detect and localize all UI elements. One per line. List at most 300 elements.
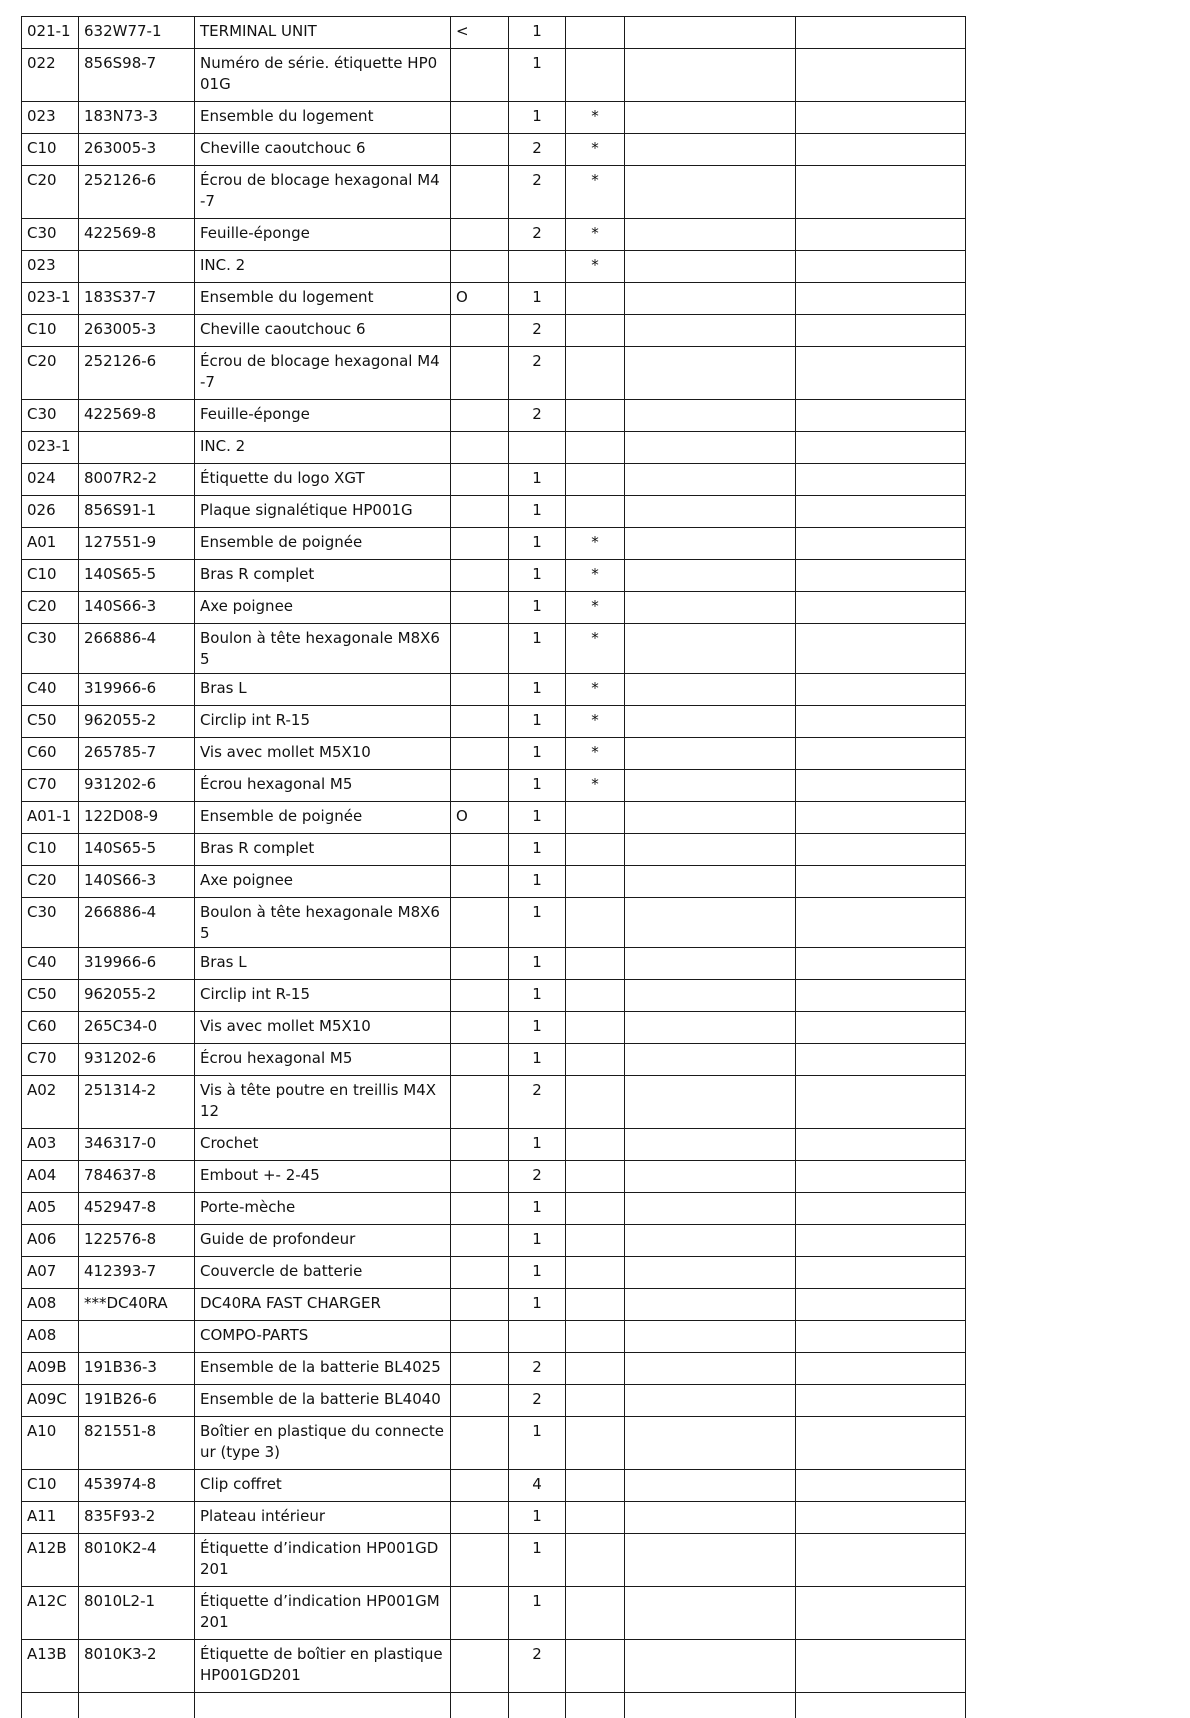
quantity-cell: 2 <box>509 1076 566 1129</box>
description-cell: Cheville caoutchouc 6 <box>195 315 451 347</box>
table-row <box>22 980 966 1012</box>
part-number-cell: 251314-2 <box>79 1076 195 1129</box>
table-row <box>22 1321 966 1353</box>
description-cell: DC40RA FAST CHARGER <box>195 1289 451 1321</box>
asterisk-flag-cell: * <box>566 251 625 283</box>
note-cell <box>625 1076 796 1129</box>
blank-cell <box>796 464 966 496</box>
item-number-cell: A09B <box>22 1353 79 1385</box>
table-row <box>22 1502 966 1534</box>
quantity-cell: 1 <box>509 802 566 834</box>
asterisk-flag-cell <box>566 1161 625 1193</box>
item-number-cell: A11 <box>22 1502 79 1534</box>
quantity-cell: 1 <box>509 283 566 315</box>
asterisk-flag-cell <box>566 1534 625 1587</box>
asterisk-flag-cell <box>566 898 625 948</box>
table-row <box>22 251 966 283</box>
item-number-cell: A10 <box>22 1417 79 1470</box>
item-number-cell: 023-1 <box>22 283 79 315</box>
marker-cell <box>451 347 509 400</box>
note-cell <box>625 464 796 496</box>
quantity-cell: 2 <box>509 400 566 432</box>
asterisk-flag-cell: * <box>566 624 625 674</box>
table-row <box>22 432 966 464</box>
description-cell: Axe poignee <box>195 592 451 624</box>
part-number-cell: 265785-7 <box>79 738 195 770</box>
blank-cell <box>796 1385 966 1417</box>
asterisk-flag-cell <box>566 1012 625 1044</box>
description-cell: Ensemble de la batterie BL4040 <box>195 1385 451 1417</box>
asterisk-flag-cell <box>566 1321 625 1353</box>
table-row <box>22 1257 966 1289</box>
table-row <box>22 1129 966 1161</box>
description-cell: Feuille-éponge <box>195 400 451 432</box>
blank-cell <box>796 738 966 770</box>
note-cell <box>625 738 796 770</box>
part-number-cell: 8010K3-2 <box>79 1640 195 1693</box>
description-cell: Ensemble de poignée <box>195 802 451 834</box>
description-cell: Ensemble de poignée <box>195 528 451 560</box>
table-row <box>22 134 966 166</box>
item-number-cell: A01-1 <box>22 802 79 834</box>
asterisk-flag-cell: * <box>566 102 625 134</box>
blank-cell <box>796 1417 966 1470</box>
item-number-cell: C30 <box>22 624 79 674</box>
marker-cell <box>451 1161 509 1193</box>
marker-cell <box>451 1385 509 1417</box>
marker-cell <box>451 251 509 283</box>
marker-cell <box>451 674 509 706</box>
part-number-cell: 263005-3 <box>79 134 195 166</box>
part-number-cell: 140S65-5 <box>79 560 195 592</box>
quantity-cell: 2 <box>509 134 566 166</box>
part-number-cell: 266886-4 <box>79 624 195 674</box>
note-cell <box>625 1353 796 1385</box>
description-cell: Numéro de série. étiquette HP00​1G <box>195 49 451 102</box>
description-cell: Porte-mèche <box>195 1193 451 1225</box>
table-row <box>22 49 966 102</box>
item-number-cell: A07 <box>22 1257 79 1289</box>
asterisk-flag-cell <box>566 1640 625 1693</box>
description-cell: Écrou de blocage hexagonal M4-​7 <box>195 166 451 219</box>
marker-cell <box>451 980 509 1012</box>
item-number-cell: C10 <box>22 315 79 347</box>
item-number-cell: 021-1 <box>22 17 79 49</box>
table-row <box>22 283 966 315</box>
description-cell: Bras L <box>195 948 451 980</box>
part-number-cell: 252126-6 <box>79 166 195 219</box>
asterisk-flag-cell <box>566 866 625 898</box>
table-row <box>22 834 966 866</box>
description-cell: Bras R complet <box>195 560 451 592</box>
quantity-cell <box>509 251 566 283</box>
blank-cell <box>796 1193 966 1225</box>
item-number-cell: 023 <box>22 102 79 134</box>
part-number-cell: 140S65-5 <box>79 834 195 866</box>
description-cell: Plateau intérieur <box>195 1502 451 1534</box>
asterisk-flag-cell <box>566 1225 625 1257</box>
table-row <box>22 560 966 592</box>
note-cell <box>625 432 796 464</box>
note-cell <box>625 624 796 674</box>
description-cell: Bras L <box>195 674 451 706</box>
quantity-cell: 2 <box>509 347 566 400</box>
blank-cell <box>796 1225 966 1257</box>
marker-cell <box>451 464 509 496</box>
quantity-cell: 1 <box>509 674 566 706</box>
table-row <box>22 464 966 496</box>
part-number-cell: 191B26-6 <box>79 1385 195 1417</box>
marker-cell <box>451 1470 509 1502</box>
part-number-cell: 931202-6 <box>79 770 195 802</box>
item-number-cell: A13B <box>22 1640 79 1693</box>
item-number-cell: C70 <box>22 1044 79 1076</box>
asterisk-flag-cell <box>566 1502 625 1534</box>
asterisk-flag-cell <box>566 948 625 980</box>
blank-cell <box>796 315 966 347</box>
note-cell <box>625 1502 796 1534</box>
quantity-cell: 1 <box>509 1587 566 1640</box>
marker-cell: O <box>451 802 509 834</box>
asterisk-flag-cell <box>566 1129 625 1161</box>
asterisk-flag-cell: * <box>566 770 625 802</box>
description-cell: Clip coffret <box>195 1470 451 1502</box>
marker-cell <box>451 834 509 866</box>
note-cell <box>625 592 796 624</box>
marker-cell <box>451 1502 509 1534</box>
note-cell <box>625 1257 796 1289</box>
quantity-cell: 2 <box>509 1640 566 1693</box>
part-number-cell: 183N73-3 <box>79 102 195 134</box>
table-row <box>22 1161 966 1193</box>
table-row <box>22 347 966 400</box>
note-cell <box>625 1289 796 1321</box>
item-number-cell: C20 <box>22 166 79 219</box>
blank-cell <box>796 834 966 866</box>
note-cell <box>625 1534 796 1587</box>
quantity-cell: 1 <box>509 528 566 560</box>
blank-cell <box>566 1693 625 1718</box>
note-cell <box>625 1225 796 1257</box>
quantity-cell: 2 <box>509 219 566 251</box>
description-cell: Vis à tête poutre en treillis M4X1​2 <box>195 1076 451 1129</box>
note-cell <box>625 674 796 706</box>
asterisk-flag-cell: * <box>566 560 625 592</box>
note-cell <box>625 980 796 1012</box>
part-number-cell: 122576-8 <box>79 1225 195 1257</box>
part-number-cell: 632W77-1 <box>79 17 195 49</box>
description-cell: Ensemble de la batterie BL4025 <box>195 1353 451 1385</box>
blank-cell <box>451 1693 509 1718</box>
description-cell: Circlip int R-15 <box>195 980 451 1012</box>
asterisk-flag-cell: * <box>566 166 625 219</box>
table-row <box>22 528 966 560</box>
quantity-cell: 1 <box>509 770 566 802</box>
part-number-cell: 263005-3 <box>79 315 195 347</box>
quantity-cell: 1 <box>509 1289 566 1321</box>
description-cell: COMPO-PARTS <box>195 1321 451 1353</box>
blank-cell <box>796 624 966 674</box>
blank-cell <box>195 1693 451 1718</box>
asterisk-flag-cell <box>566 1257 625 1289</box>
item-number-cell: A12B <box>22 1534 79 1587</box>
description-cell: Crochet <box>195 1129 451 1161</box>
asterisk-flag-cell <box>566 1470 625 1502</box>
blank-cell <box>796 1640 966 1693</box>
blank-cell <box>796 283 966 315</box>
description-cell: Circlip int R-15 <box>195 706 451 738</box>
item-number-cell: C40 <box>22 948 79 980</box>
marker-cell <box>451 866 509 898</box>
table-row <box>22 1289 966 1321</box>
note-cell <box>625 1417 796 1470</box>
marker-cell <box>451 1257 509 1289</box>
note-cell <box>625 770 796 802</box>
marker-cell <box>451 624 509 674</box>
quantity-cell: 1 <box>509 738 566 770</box>
asterisk-flag-cell <box>566 1587 625 1640</box>
quantity-cell: 1 <box>509 49 566 102</box>
note-cell <box>625 1321 796 1353</box>
part-number-cell: 452947-8 <box>79 1193 195 1225</box>
blank-cell <box>796 528 966 560</box>
part-number-cell: 962055-2 <box>79 980 195 1012</box>
part-number-cell: 412393-7 <box>79 1257 195 1289</box>
blank-cell <box>796 980 966 1012</box>
blank-cell <box>796 17 966 49</box>
quantity-cell: 1 <box>509 102 566 134</box>
asterisk-flag-cell: * <box>566 528 625 560</box>
description-cell: Boulon à tête hexagonale M8X65 <box>195 624 451 674</box>
description-cell: Écrou hexagonal M5 <box>195 1044 451 1076</box>
table-row <box>22 1587 966 1640</box>
note-cell <box>625 49 796 102</box>
table-row <box>22 738 966 770</box>
description-cell: Embout +- 2-45 <box>195 1161 451 1193</box>
blank-cell <box>796 219 966 251</box>
part-number-cell: 140S66-3 <box>79 592 195 624</box>
item-number-cell: C20 <box>22 347 79 400</box>
table-row <box>22 674 966 706</box>
note-cell <box>625 1640 796 1693</box>
part-number-cell <box>79 1321 195 1353</box>
quantity-cell: 1 <box>509 592 566 624</box>
table-row <box>22 1470 966 1502</box>
table-row <box>22 706 966 738</box>
description-cell: Étiquette d’indication HP001GD2​01 <box>195 1534 451 1587</box>
item-number-cell: C30 <box>22 219 79 251</box>
table-row <box>22 17 966 49</box>
item-number-cell: C60 <box>22 738 79 770</box>
note-cell <box>625 834 796 866</box>
note-cell <box>625 1193 796 1225</box>
part-number-cell <box>79 432 195 464</box>
table-row <box>22 948 966 980</box>
blank-cell <box>796 1161 966 1193</box>
blank-cell <box>796 674 966 706</box>
part-number-cell: ***DC40RA <box>79 1289 195 1321</box>
marker-cell <box>451 219 509 251</box>
item-number-cell: A02 <box>22 1076 79 1129</box>
quantity-cell: 1 <box>509 898 566 948</box>
blank-cell <box>796 1321 966 1353</box>
item-number-cell: A04 <box>22 1161 79 1193</box>
blank-cell <box>796 134 966 166</box>
description-cell: INC. 2 <box>195 432 451 464</box>
marker-cell <box>451 592 509 624</box>
part-number-cell <box>79 251 195 283</box>
quantity-cell: 4 <box>509 1470 566 1502</box>
asterisk-flag-cell <box>566 1353 625 1385</box>
table-row <box>22 898 966 948</box>
table-row <box>22 496 966 528</box>
note-cell <box>625 1161 796 1193</box>
marker-cell <box>451 166 509 219</box>
part-number-cell: 8007R2-2 <box>79 464 195 496</box>
marker-cell <box>451 770 509 802</box>
item-number-cell: C30 <box>22 898 79 948</box>
quantity-cell: 1 <box>509 1225 566 1257</box>
asterisk-flag-cell: * <box>566 738 625 770</box>
part-number-cell: 856S98-7 <box>79 49 195 102</box>
asterisk-flag-cell <box>566 980 625 1012</box>
note-cell <box>625 134 796 166</box>
marker-cell <box>451 315 509 347</box>
marker-cell <box>451 49 509 102</box>
marker-cell <box>451 1129 509 1161</box>
asterisk-flag-cell <box>566 432 625 464</box>
note-cell <box>625 706 796 738</box>
note-cell <box>625 1470 796 1502</box>
blank-cell <box>79 1693 195 1718</box>
table-row <box>22 1534 966 1587</box>
description-cell: Vis avec mollet M5X10 <box>195 1012 451 1044</box>
quantity-cell <box>509 432 566 464</box>
marker-cell <box>451 432 509 464</box>
part-number-cell: 821551-8 <box>79 1417 195 1470</box>
item-number-cell: C10 <box>22 134 79 166</box>
item-number-cell: C20 <box>22 866 79 898</box>
marker-cell <box>451 948 509 980</box>
quantity-cell: 1 <box>509 706 566 738</box>
quantity-cell: 2 <box>509 315 566 347</box>
part-number-cell: 191B36-3 <box>79 1353 195 1385</box>
blank-cell <box>796 1353 966 1385</box>
marker-cell <box>451 1640 509 1693</box>
note-cell <box>625 166 796 219</box>
item-number-cell: 023 <box>22 251 79 283</box>
asterisk-flag-cell <box>566 1076 625 1129</box>
asterisk-flag-cell <box>566 347 625 400</box>
blank-cell <box>796 400 966 432</box>
quantity-cell: 1 <box>509 1129 566 1161</box>
part-number-cell: 183S37-7 <box>79 283 195 315</box>
marker-cell <box>451 1353 509 1385</box>
marker-cell <box>451 528 509 560</box>
item-number-cell: C10 <box>22 834 79 866</box>
blank-cell <box>22 1693 79 1718</box>
part-number-cell: 8010L2-1 <box>79 1587 195 1640</box>
blank-cell <box>796 496 966 528</box>
note-cell <box>625 948 796 980</box>
blank-cell <box>796 1044 966 1076</box>
part-number-cell: 252126-6 <box>79 347 195 400</box>
item-number-cell: C30 <box>22 400 79 432</box>
item-number-cell: 024 <box>22 464 79 496</box>
blank-cell <box>796 102 966 134</box>
table-row <box>22 1385 966 1417</box>
blank-cell <box>796 866 966 898</box>
blank-cell <box>796 1129 966 1161</box>
quantity-cell: 1 <box>509 1417 566 1470</box>
part-number-cell: 127551-9 <box>79 528 195 560</box>
part-number-cell: 122D08-9 <box>79 802 195 834</box>
blank-cell <box>796 560 966 592</box>
note-cell <box>625 1044 796 1076</box>
item-number-cell: 022 <box>22 49 79 102</box>
table-row <box>22 770 966 802</box>
item-number-cell: A06 <box>22 1225 79 1257</box>
quantity-cell: 1 <box>509 496 566 528</box>
part-number-cell: 856S91-1 <box>79 496 195 528</box>
item-number-cell: C50 <box>22 706 79 738</box>
marker-cell <box>451 1587 509 1640</box>
description-cell: Couvercle de batterie <box>195 1257 451 1289</box>
asterisk-flag-cell <box>566 1044 625 1076</box>
blank-cell <box>796 1587 966 1640</box>
blank-cell <box>796 166 966 219</box>
description-cell: Axe poignee <box>195 866 451 898</box>
table-row <box>22 866 966 898</box>
item-number-cell: C20 <box>22 592 79 624</box>
blank-cell <box>625 1693 796 1718</box>
description-cell: Ensemble du logement <box>195 283 451 315</box>
blank-cell <box>796 1534 966 1587</box>
part-number-cell: 319966-6 <box>79 948 195 980</box>
note-cell <box>625 17 796 49</box>
table-row <box>22 1417 966 1470</box>
part-number-cell: 265C34-0 <box>79 1012 195 1044</box>
part-number-cell: 319966-6 <box>79 674 195 706</box>
description-cell: Vis avec mollet M5X10 <box>195 738 451 770</box>
quantity-cell: 1 <box>509 464 566 496</box>
note-cell <box>625 802 796 834</box>
marker-cell <box>451 738 509 770</box>
description-cell: Boulon à tête hexagonale M8X65 <box>195 898 451 948</box>
quantity-cell <box>509 1321 566 1353</box>
blank-cell <box>796 347 966 400</box>
item-number-cell: C10 <box>22 560 79 592</box>
table-row-continuation <box>22 1693 966 1718</box>
asterisk-flag-cell: * <box>566 592 625 624</box>
marker-cell <box>451 134 509 166</box>
quantity-cell: 2 <box>509 166 566 219</box>
asterisk-flag-cell <box>566 283 625 315</box>
table-row <box>22 1044 966 1076</box>
quantity-cell: 2 <box>509 1161 566 1193</box>
table-row <box>22 1225 966 1257</box>
part-number-cell: 962055-2 <box>79 706 195 738</box>
table-row <box>22 102 966 134</box>
blank-cell <box>796 1502 966 1534</box>
marker-cell <box>451 102 509 134</box>
part-number-cell: 422569-8 <box>79 400 195 432</box>
item-number-cell: A01 <box>22 528 79 560</box>
blank-cell <box>796 49 966 102</box>
description-cell: Cheville caoutchouc 6 <box>195 134 451 166</box>
asterisk-flag-cell <box>566 1289 625 1321</box>
asterisk-flag-cell: * <box>566 219 625 251</box>
